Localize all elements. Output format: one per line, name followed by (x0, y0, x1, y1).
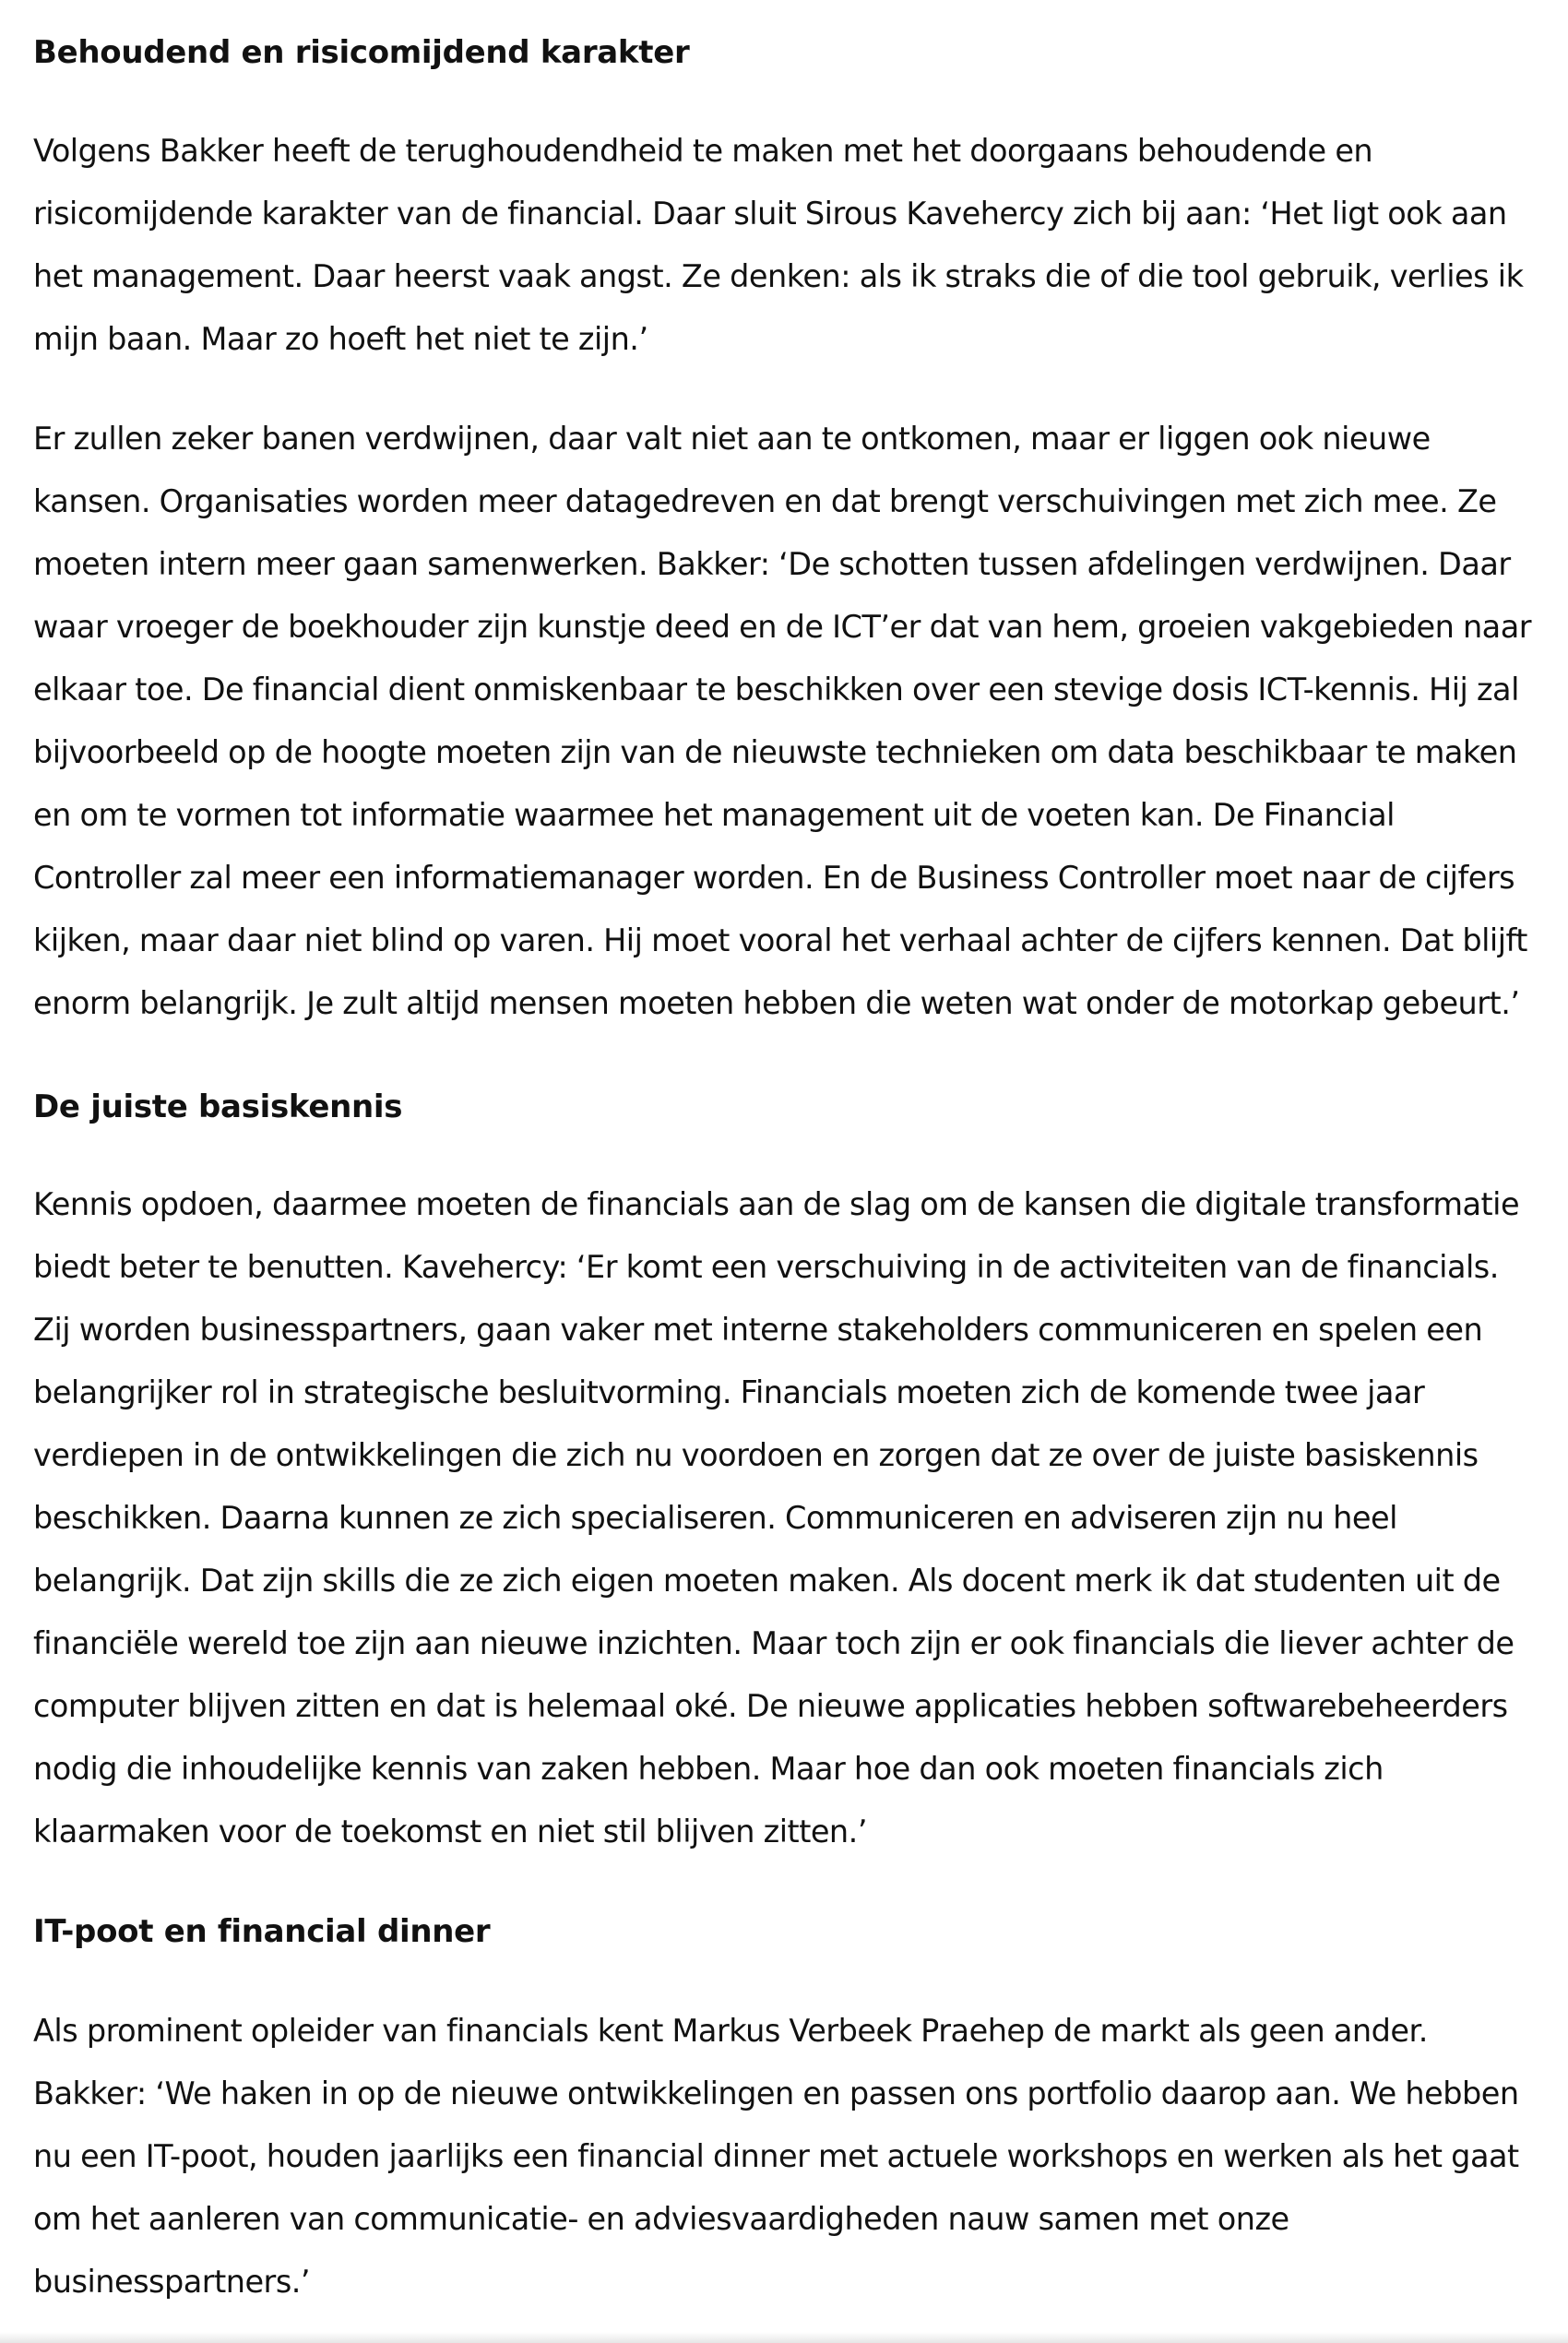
paragraph: Kennis opdoen, daarmee moeten de financials aan de slag om de kansen die digitale transformatie biedt beter te benutten. Kavehercy: ‘Er komt een verschuiving in de activiteiten van de financials. Zij worden businesspartners, gaan vaker met interne stakeholders communiceren en spelen een belangrijker rol in strategische besluitvorming. Financials moeten zich de komende twee jaar verdiepen in de ontwikkelingen die zich nu voordoen en zorgen dat ze over de juiste basiskennis beschikken. Daarna kunnen ze zich specialiseren. Communiceren en adviseren zijn nu heel belangrijk. Dat zijn skills die ze zich eigen moeten maken. Als docent merk ik dat studenten uit de financiële wereld toe zijn aan nieuwe inzichten. Maar toch zijn er ook financials die liever achter de computer blijven zitten en dat is helemaal oké. De nieuwe applicaties hebben softwarebeheerders nodig die inhoudelijke kennis van zaken hebben. Maar hoe dan ook moeten financials zich klaarmaken voor de toekomst en niet stil blijven zitten.’ (33, 1186, 1520, 1849)
section-heading: Behoudend en risicomijdend karakter (33, 34, 690, 71)
paragraph: Als prominent opleider van financials kent Markus Verbeek Praehep de markt als geen ander. Bakker: ‘We haken in op de nieuwe ontwikkelingen en passen ons portfolio daarop aan. We hebben nu een IT-poot, houden jaarlijks een financial dinner met actuele workshops en werken als het gaat om het aanleren van communicatie- en adviesvaardigheden nauw samen met onze businesspartners.’ (33, 2013, 1519, 2300)
paragraph: Volgens Bakker heeft de terughoudendheid te maken met het doorgaans behoudende en risicomijdende karakter van de financial. Daar sluit Sirous Kavehercy zich bij aan: ‘Het ligt ook aan het management. Daar heerst vaak angst. Ze denken: als ik straks die of die tool gebruik, verlies ik mijn baan. Maar zo hoeft het niet te zijn.’ (33, 133, 1524, 357)
paragraph: Er zullen zeker banen verdwijnen, daar valt niet aan te ontkomen, maar er liggen ook nieuwe kansen. Organisaties worden meer datagedreven en dat brengt verschuivingen met zich mee. Ze moeten intern meer gaan samenwerken. Bakker: ‘De schotten tussen afdelingen verdwijnen. Daar waar vroeger de boekhouder zijn kunstje deed en de ICT’er dat van hem, groeien vakgebieden naar elkaar toe. De financial dient onmiskenbaar te beschikken over een stevige dosis ICT-kennis. Hij zal bijvoorbeeld op de hoogte moeten zijn van de nieuwste technieken om data beschikbaar te maken en om te vormen tot informatie waarmee het management uit de voeten kan. De Financial Controller zal meer een informatiemanager worden. En de Business Controller moet naar de cijfers kijken, maar daar niet blind op varen. Hij moet vooral het verhaal achter de cijfers kennen. Dat blijft enorm belangrijk. Je zult altijd mensen moeten hebben die weten wat onder de motorkap gebeurt.’ (33, 421, 1532, 1021)
section-heading: De juiste basiskennis (33, 1088, 403, 1125)
section-heading: IT-poot en financial dinner (33, 1913, 491, 1950)
bottom-shadow (0, 2332, 1568, 2343)
